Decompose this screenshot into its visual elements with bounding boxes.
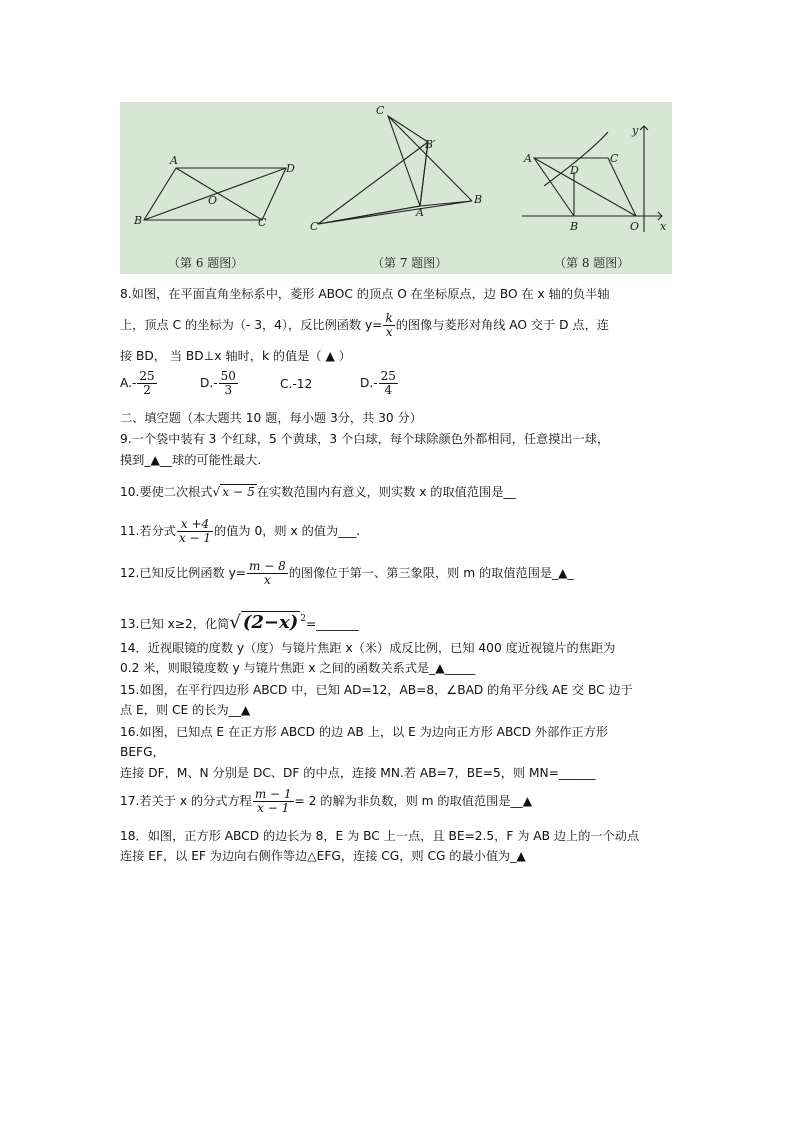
fig6-diagonal-ac — [176, 168, 262, 220]
q15-line2: 点 E，则 CE 的长为__▲ — [120, 703, 251, 717]
q8-option-d-prefix: D.- — [360, 376, 378, 390]
q8-line1: 8.如图，在平面直角坐标系中，菱形 ABOC 的顶点 O 在坐标原点，边 BO 在 x 轴的负半轴 — [120, 287, 610, 301]
q17-text-a: 17.若关于 x 的分式方程 — [120, 794, 252, 808]
fig7-line-c-b — [388, 116, 472, 201]
q11-fraction — [177, 518, 213, 545]
q10 — [120, 484, 680, 500]
q8-option-a-prefix: A.- — [120, 376, 137, 390]
q8-option-b-prefix: D.- — [200, 376, 218, 390]
fig8-hyperbola — [544, 132, 608, 186]
q14-line1: 14．近视眼镜的度数 y（度）与镜片焦距 x（米）成反比例，已知 400 度近视镜片的焦距为 — [120, 641, 616, 655]
q11-frac-den: x − 1 — [178, 531, 212, 545]
fig6-label-b: B — [134, 214, 143, 227]
fig6-caption: （第 6 题图） — [168, 256, 244, 270]
fig8-label-c: C — [610, 152, 619, 165]
fig7-label-bprime: B′ — [425, 138, 436, 151]
fig8-label-x: x — [660, 220, 667, 233]
fig7-label-a: A — [416, 206, 424, 219]
q13-radical: √ (2−x) $^2$ — [229, 612, 306, 633]
q17 — [120, 788, 680, 815]
fig7-label-cprime: C′ — [310, 220, 321, 233]
fig6-label-d: D — [286, 162, 295, 175]
q17-frac-den: x − 1 — [257, 801, 290, 815]
q8-option-c: C.-12 — [280, 376, 313, 391]
q8-options — [120, 370, 680, 397]
q8-line2-a: 上，顶点 C 的坐标为（- 3，4），反比例函数 y= — [120, 318, 383, 332]
q8-frac-num: k — [385, 311, 393, 325]
fig6-label-a: A — [170, 154, 178, 167]
q8-option-b-num: 50 — [220, 369, 236, 383]
q12-frac-den: x — [263, 573, 271, 587]
figures-drawing — [120, 102, 672, 274]
q13-radicand: (2−x) — [242, 612, 299, 633]
q15-line1: 15.如图，在平行四边形 ABCD 中，已知 AD=12，AB=8，∠BAD 的角平分线 AE 交 BC 边于 — [120, 683, 633, 697]
q8-option-d-num: 25 — [380, 369, 396, 383]
q10-radicand: x − 5 — [222, 485, 255, 499]
q8-option-a-den: 2 — [143, 383, 151, 397]
fig7-caption: （第 7 题图） — [372, 256, 448, 270]
q10-radical: √ x − 5 — [212, 485, 255, 499]
q8-line3: 接 BD， 当 BD⊥x 轴时，k 的值是（ ▲ ） — [120, 349, 351, 363]
q8-option-d — [360, 370, 399, 397]
q11-frac-num: x +4 — [177, 518, 213, 532]
q14-line2: 0.2 米，则眼镜度数 y 与镜片焦距 x 之间的函数关系式是_▲_____ — [120, 661, 476, 675]
fig8-label-d: D — [570, 164, 579, 177]
q8-frac-den: x — [385, 325, 393, 339]
q8-option-b-den: 3 — [224, 383, 233, 397]
q10-text-b: 在实数范围内有意义，则实数 x 的取值范围是__ — [256, 485, 516, 499]
fig8-label-y: y — [632, 124, 639, 137]
fig8-label-a: A — [524, 152, 532, 165]
q9-line2: 摸到_▲__球的可能性最大. — [120, 453, 262, 467]
fig8-caption: （第 8 题图） — [554, 256, 630, 270]
q17-fraction — [253, 788, 294, 815]
q8-line2 — [120, 312, 680, 339]
q8-option-b — [200, 370, 280, 397]
q13 — [120, 608, 680, 635]
q8-option-a-num: 25 — [139, 369, 155, 383]
figures-panel — [120, 102, 672, 274]
q13-text-b: =_______ — [305, 617, 359, 631]
q12-fraction — [247, 560, 288, 587]
fig6-label-o: O — [208, 194, 218, 207]
fig8-label-o: O — [630, 220, 640, 233]
fig7-label-c: C — [376, 104, 385, 117]
q16-line1: 16.如图，已知点 E 在正方形 ABCD 的边 AB 上，以 E 为边向正方形 ABCD 外部作正方形 — [120, 725, 609, 739]
q8-option-a — [120, 370, 200, 397]
q18-line2: 连接 EF，以 EF 为边向右侧作等边△EFG，连接 CG，则 CG 的最小值为_▲ — [120, 849, 526, 863]
q11-text-a: 11.若分式 — [120, 524, 176, 538]
q8-fraction — [383, 312, 394, 339]
q18-line1: 18．如图，正方形 ABCD 的边长为 8，E 为 BC 上一点，且 BE=2.5，F 为 AB 边上的一个动点 — [120, 829, 640, 843]
q17-frac-num: m − 1 — [254, 787, 292, 801]
q8-option-d-den: 4 — [384, 383, 393, 397]
q13-exponent: 2 — [300, 614, 306, 624]
fig8-label-b: B — [570, 220, 579, 233]
q12 — [120, 560, 680, 587]
q8-line2-b: 的图像与菱形对角线 AO 交于 D 点，连 — [395, 318, 609, 332]
q16-line2: BEFG， — [120, 745, 165, 759]
q11 — [120, 518, 680, 545]
fig8-diagonal-ao — [534, 158, 636, 216]
q11-text-b: 的值为 0，则 x 的值为___. — [214, 524, 361, 538]
section2-heading: 二、填空题（本大题共 10 题，每小题 3分，共 30 分） — [120, 411, 422, 425]
q17-text-b: = 2 的解为非负数，则 m 的取值范围是__▲ — [294, 794, 533, 808]
q10-text-a: 10.要使二次根式 — [120, 485, 213, 499]
q12-frac-num: m − 8 — [249, 559, 286, 573]
fig6-label-c: C — [258, 216, 267, 229]
q12-text-a: 12.已知反比例函数 y= — [120, 566, 246, 580]
q13-text-a: 13.已知 x≥2，化简 — [120, 617, 230, 631]
q12-text-b: 的图像位于第一、第三象限，则 m 的取值范围是_▲_ — [288, 566, 574, 580]
q9-line1: 9.一个袋中装有 3 个红球，5 个黄球，3 个白球，每个球除颜色外都相同，任意摸出一球， — [120, 432, 610, 446]
q16-line3: 连接 DF，M、N 分别是 DC、DF 的中点，连接 MN.若 AB=7，BE=5，则 MN=______ — [120, 766, 596, 780]
fig7-label-b: B — [474, 193, 483, 206]
fig7-triangle-abc-prime — [318, 201, 472, 224]
